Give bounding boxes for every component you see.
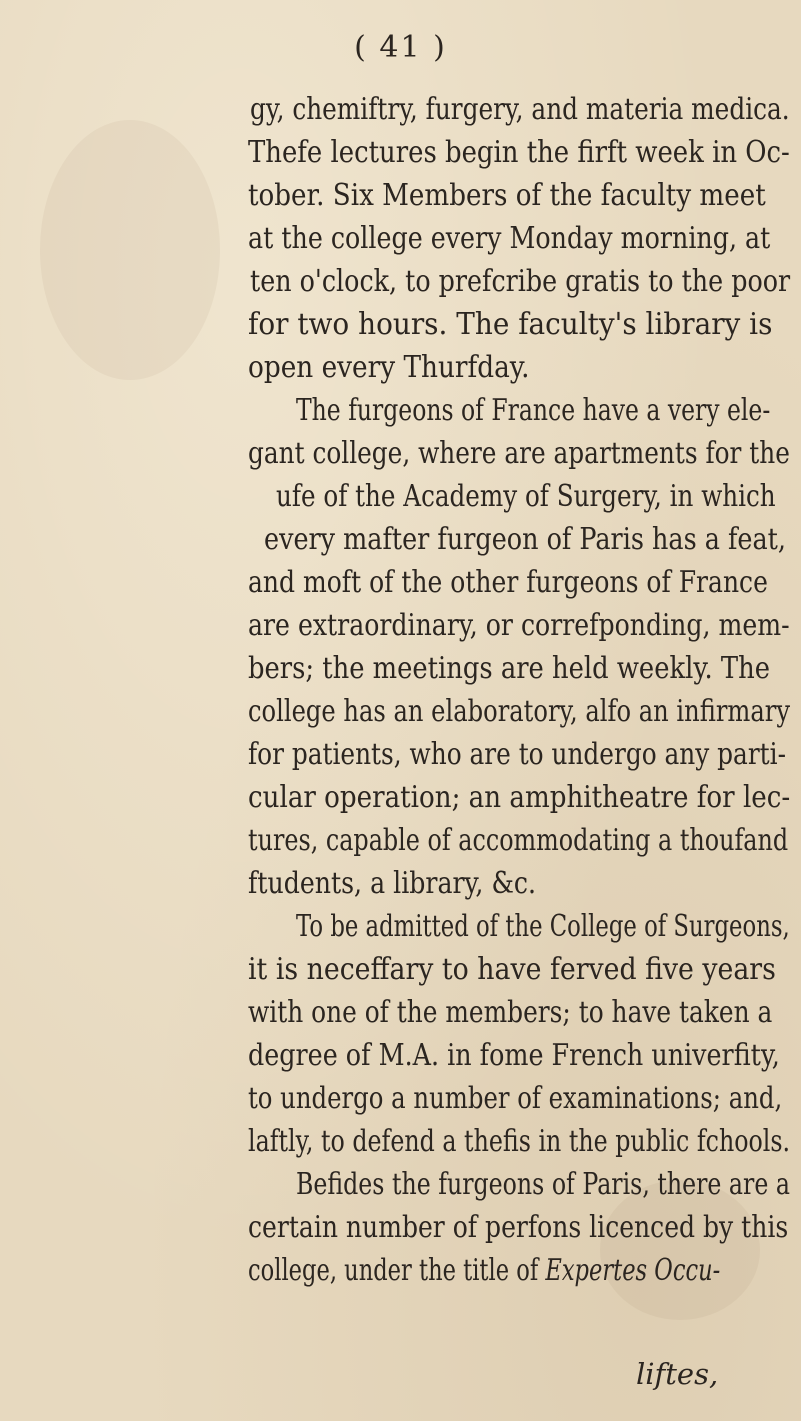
text-line: to undergo a number of examinations; and, <box>248 1081 783 1115</box>
text-line: To be admitted of the College of Surgeons, <box>296 909 790 943</box>
text-line: Thefe lectures begin the firft week in Oc- <box>248 135 790 169</box>
text-line: degree of M.A. in fome French univerfity, <box>248 1038 780 1072</box>
text-line: gant college, where are apartments for the <box>248 436 790 470</box>
text-line: at the college every Monday morning, at <box>248 221 771 255</box>
paper-stain <box>40 120 220 380</box>
text-line: for two hours. The faculty's library is <box>248 307 773 341</box>
text-line: cular operation; an amphitheatre for lec- <box>248 780 791 814</box>
catchword: liftes, <box>636 1357 719 1391</box>
text-line: for patients, who are to undergo any parti- <box>248 737 786 771</box>
text-line: bers; the meetings are held weekly. The <box>248 651 770 685</box>
text-line: ten o'clock, to prefcribe gratis to the poor <box>250 264 791 298</box>
italic-term: Expertes Occu- <box>545 1253 721 1287</box>
text-line: gy, chemiftry, furgery, and materia medica. <box>250 92 790 126</box>
text-line: The furgeons of France have a very ele- <box>296 393 771 427</box>
text-line: ftudents, a library, &c. <box>248 866 537 900</box>
text-line: laftly, to defend a thefis in the public fchools. <box>248 1124 791 1158</box>
text-segment: college, under the title of <box>248 1253 546 1287</box>
text-line: certain number of perfons licenced by this <box>248 1210 789 1244</box>
text-line: college has an elaboratory, alfo an infirmary <box>248 694 791 728</box>
text-line <box>248 1249 720 1292</box>
text-line: open every Thurfday. <box>248 350 530 384</box>
text-line: Befides the furgeons of Paris, there are a <box>296 1167 790 1201</box>
text-line: with one of the members; to have taken a <box>248 995 773 1029</box>
text-line: and moft of the other furgeons of France <box>248 565 768 599</box>
page-number-header: ( 41 ) <box>354 30 447 65</box>
text-line: it is neceffary to have ferved five years <box>248 952 776 986</box>
text-line: every mafter furgeon of Paris has a feat, <box>264 522 786 556</box>
text-line: are extraordinary, or correfponding, mem- <box>248 608 790 642</box>
text-line: tober. Six Members of the faculty meet <box>248 178 766 212</box>
text-line: ufe of the Academy of Surgery, in which <box>276 479 776 513</box>
text-line: tures, capable of accommodating a thoufand <box>248 823 789 857</box>
